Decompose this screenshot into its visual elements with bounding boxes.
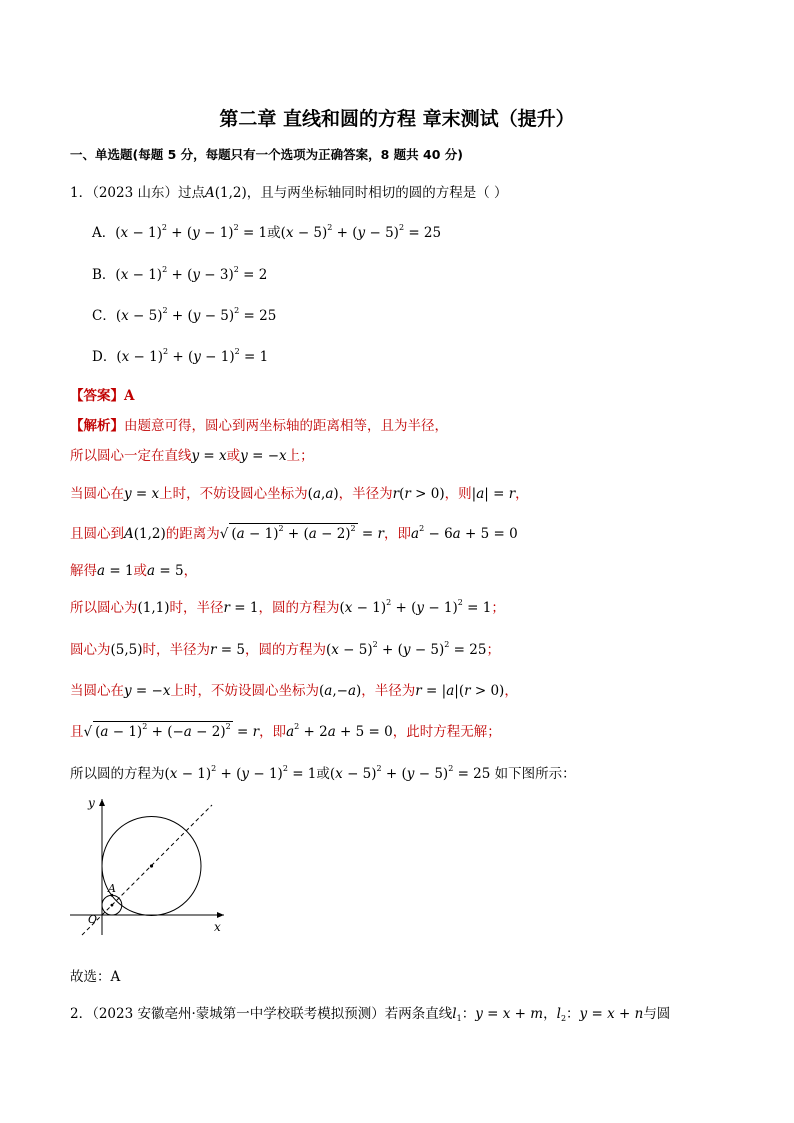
analysis-line-9: 且√ $(a - 1)^2 + (-a - 2)^2 = r$，即$a^2 + 2a + 5 = 0$，此时方程无解； [70,722,501,740]
conclusion: 故选：A [70,969,121,985]
question-1-stem: 1．（2023 山东）过点A(1,2)，且与两坐标轴同时相切的圆的方程是（ ） [70,185,508,201]
analysis-line-1: 【解析】由题意可得，圆心到两坐标轴的距离相等，且为半径， [70,418,448,434]
analysis-line-8: 当圆心在y = −x上时，不妨设圆心坐标为(a,−a)，半径为r = |a|(r > 0)， [70,683,518,699]
question-source: （2023 山东） [92,185,178,201]
page-title: 第二章 直线和圆的方程 章末测试（提升） [219,108,575,130]
large-circle-center [150,864,153,867]
question-number: 2． [70,1006,93,1022]
analysis-line-7: 圆心为(5,5)时，半径为r = 5，圆的方程为$(x - 5)^2 + (y - 5)^2 = 25$； [70,640,500,658]
answer: 【答案】A [70,388,135,404]
option-c[interactable]: C．$(x - 5)^2 + (y - 5)^2 = 25$ [92,306,277,324]
analysis-line-6: 所以圆心为(1,1)时，半径r = 1，圆的方程为$(x - 1)^2 + (y - 1)^2 = 1$； [70,598,505,616]
analysis-line-2: 所以圆心一定在直线y = x或y = −x上； [70,448,314,464]
analysis-line-5: 解得a = 1或a = 5， [70,563,198,579]
question-source: （2023 安徽亳州·蒙城第一中学校联考模拟预测） [92,1006,385,1022]
origin-label: O [88,913,98,926]
section-heading: 一、单选题(每题 5 分，每题只有一个选项为正确答案，8 题共 40 分) [70,147,463,162]
analysis-line-10: 所以圆的方程为$(x - 1)^2 + (y - 1)^2 = 1$或$(x - 5)^2 + (y - 5)^2 = 25$ 如下图所示： [70,764,576,782]
circle-figure [66,795,236,940]
question-2-stem: 2．（2023 安徽亳州·蒙城第一中学校联考模拟预测）若两条直线$l_1$：y = x + m，$l_2$：y = x + n与圆 [70,1006,671,1023]
analysis-line-4: 且圆心到A(1,2)的距离为√ $(a - 1)^2 + (a - 2)^2 = r$，即$a^2 - 6a + 5 = 0$ [70,524,518,542]
small-circle-center [111,904,114,907]
option-d[interactable]: D．$(x - 1)^2 + (y - 1)^2 = 1$ [92,347,269,365]
option-a[interactable]: A．$(x - 1)^2 + (y - 1)^2 = 1$或$(x - 5)^2 + (y - 5)^2 = 25$ [92,223,442,241]
y-axis-label: y [88,796,95,810]
point-a-label: A [108,882,116,895]
analysis-line-3: 当圆心在y = x上时，不妨设圆心坐标为(a,a)，半径为r(r > 0)，则|a| = r， [70,486,529,502]
option-b[interactable]: B．$(x - 1)^2 + (y - 3)^2 = 2$ [92,265,268,283]
x-axis-label: x [214,920,221,934]
y-axis-arrow [99,799,105,806]
x-axis-arrow [217,912,224,918]
question-number: 1． [70,185,93,201]
